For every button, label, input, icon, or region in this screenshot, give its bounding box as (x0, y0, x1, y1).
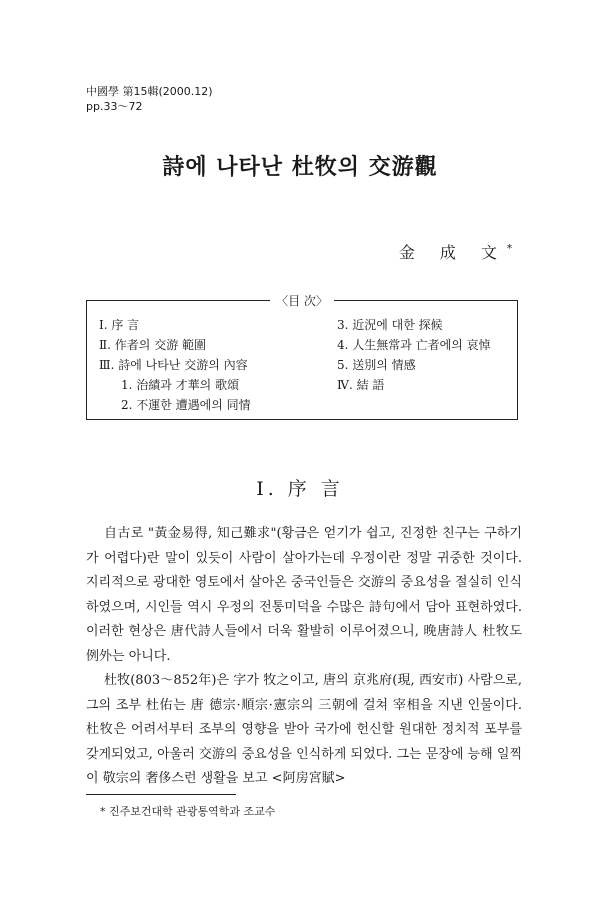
footnote: * 진주보건대학 관광통역학과 조교수 (100, 805, 276, 818)
journal-info (86, 84, 213, 114)
toc-item: Ⅳ. 結 語 (337, 378, 385, 392)
toc-item: 3. 近況에 대한 探候 (337, 318, 443, 332)
table-of-contents (86, 294, 518, 420)
toc-item: Ⅱ. 作者의 交游 範圍 (99, 338, 207, 352)
section-title: Ⅰ. 序 言 (256, 478, 344, 500)
toc-left-column (99, 315, 251, 415)
toc-right-column (337, 315, 491, 395)
toc-item: Ⅰ. 序 言 (99, 318, 140, 332)
toc-item: 4. 人生無常과 亡者에의 哀悼 (337, 338, 491, 352)
paragraph: 杜牧(803～852年)은 字가 牧之이고, 唐의 京兆府(現, 西安市) 사람으로, 그의 조부 杜佑는 唐 德宗·順宗·憲宗의 三朝에 걸쳐 宰相을 지낸 인물이다. 杜牧은 어려서부터 조부의 영향을 받아 국가에 헌신할 원대한 정치적 포부를 갖게되었고, 아울러 交游의 중요성을 인식하게 되었다. 그는 문장에 능해 일찍이 敬宗의 奢侈스런 생활을 보고 <阿房宮賦> (86, 673, 522, 786)
paragraph: 自古로 "黃金易得, 知己難求"(황금은 얻기가 쉽고, 진정한 친구는 구하기가 어렵다)란 말이 있듯이 사람이 살아가는데 우정이란 정말 귀중한 것이다. 지리적으로 광대한 영토에서 살아온 중국인들은 交游의 중요성을 절실히 인식하였으며, 시인들 역시 우정의 전통미덕을 수많은 詩句에서 담아 표현하였다. 이러한 현상은 唐代詩人들에서 더욱 활발히 이루어졌으니, 晚唐詩人 杜牧도 例外는 아니다. (86, 526, 522, 664)
journal-name: 中國學 第15輯(2000.12) (86, 85, 213, 98)
toc-item: Ⅲ. 詩에 나타난 交游의 內容 (99, 358, 248, 372)
footnote-divider (86, 794, 236, 795)
author (399, 240, 512, 263)
page-range: pp.33～72 (86, 100, 143, 113)
paper-title: 詩에 나타난 杜牧의 交游觀 (162, 154, 438, 180)
author-footnote-mark: * (507, 243, 512, 255)
author-name: 金 成 文 (398, 243, 507, 262)
toc-item: 5. 送別의 情感 (337, 358, 416, 372)
toc-item: 2. 不運한 遭遇에의 同情 (121, 398, 251, 412)
toc-item: 1. 治績과 才華의 歌頌 (121, 378, 240, 392)
toc-heading: 〈目 次〉 (270, 294, 334, 308)
body-text (86, 522, 522, 792)
